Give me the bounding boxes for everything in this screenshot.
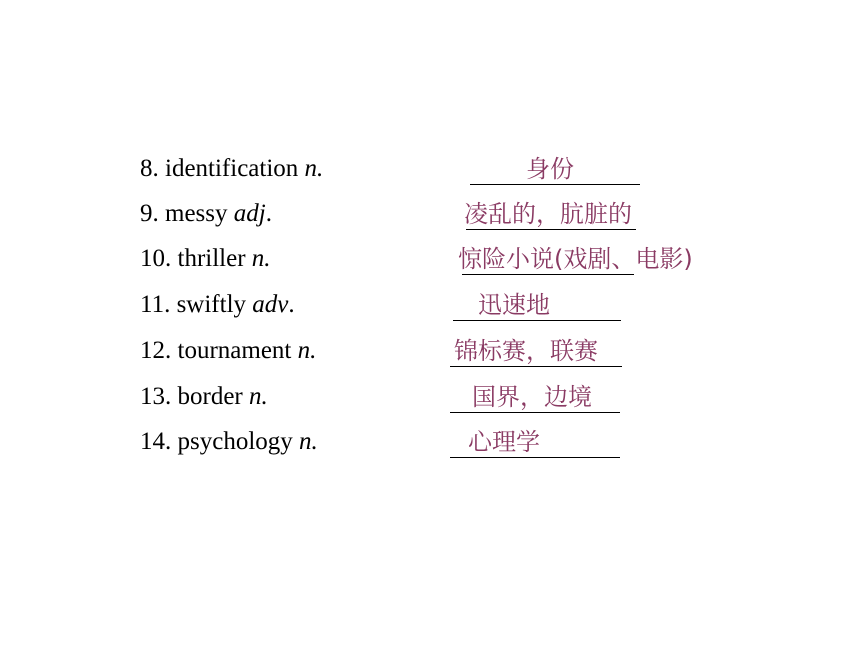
item-separator: .	[164, 291, 171, 318]
english-word: psychology	[177, 428, 293, 455]
vocab-term	[140, 427, 318, 457]
item-number: 8	[140, 155, 153, 182]
english-word: messy	[165, 200, 228, 227]
answer-blank	[470, 184, 640, 185]
chinese-answer: 惊险小说(戏剧、电影)	[458, 245, 693, 273]
vocab-item	[0, 290, 860, 330]
vocab-item	[0, 336, 860, 376]
chinese-answer: 迅速地	[478, 291, 550, 319]
english-word: swiftly	[176, 291, 247, 318]
vocab-item	[0, 154, 860, 194]
item-number: 12	[140, 337, 165, 364]
vocab-term	[140, 244, 271, 274]
item-number: 13	[140, 383, 165, 410]
english-word: thriller	[177, 245, 246, 272]
chinese-answer: 凌乱的，肮脏的	[464, 200, 632, 228]
answer-blank	[450, 366, 622, 367]
chinese-answer: 身份	[526, 155, 574, 183]
item-number: 10	[140, 245, 165, 272]
vocab-item	[0, 427, 860, 467]
vocab-term	[140, 336, 316, 366]
answer-blank	[450, 412, 620, 413]
item-separator: .	[165, 428, 172, 455]
item-separator: .	[165, 337, 172, 364]
vocab-term	[140, 154, 323, 184]
vocab-term	[140, 290, 295, 320]
item-number: 9	[140, 200, 153, 227]
chinese-answer: 国界，边境	[472, 383, 592, 411]
pos-suffix: .	[288, 291, 295, 318]
answer-blank	[450, 457, 620, 458]
vocab-item	[0, 244, 860, 284]
pos-suffix: .	[265, 200, 272, 227]
vocab-term	[140, 382, 268, 412]
answer-blank	[466, 229, 636, 230]
part-of-speech: adj	[233, 200, 266, 227]
item-separator: .	[165, 383, 172, 410]
vocab-item	[0, 382, 860, 422]
answer-blank	[453, 320, 621, 321]
item-number: 11	[140, 291, 165, 318]
answer-blank	[462, 274, 634, 275]
part-of-speech: adv	[252, 291, 289, 318]
part-of-speech: n.	[251, 245, 271, 272]
part-of-speech: n.	[299, 428, 318, 455]
chinese-answer: 锦标赛，联赛	[454, 337, 598, 365]
item-separator: .	[152, 155, 159, 182]
english-word: tournament	[177, 337, 292, 364]
vocab-term	[140, 199, 272, 229]
part-of-speech: n.	[249, 383, 268, 410]
item-separator: .	[152, 200, 159, 227]
english-word: border	[177, 383, 243, 410]
item-separator: .	[165, 245, 172, 272]
vocab-item	[0, 199, 860, 239]
item-number: 14	[140, 428, 165, 455]
english-word: identification	[165, 155, 299, 182]
part-of-speech: n.	[304, 155, 324, 182]
chinese-answer: 心理学	[468, 428, 540, 456]
part-of-speech: n.	[297, 337, 317, 364]
